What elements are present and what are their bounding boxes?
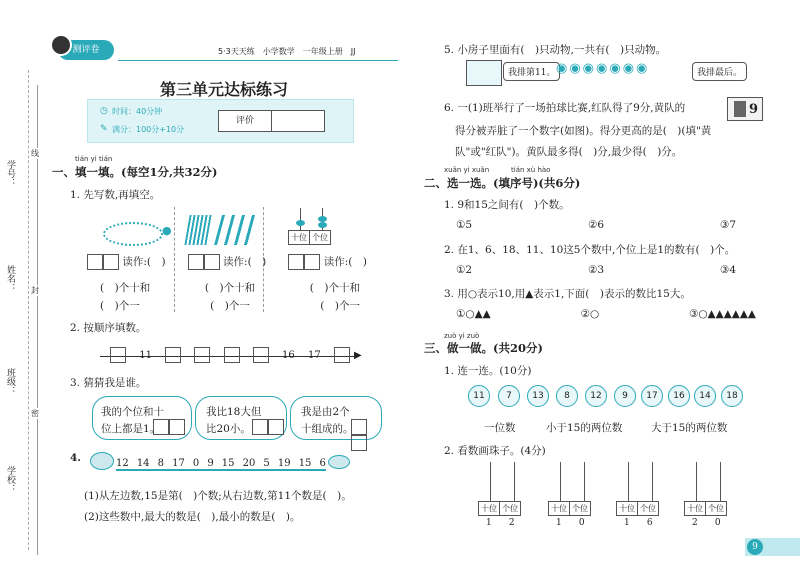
answer-box[interactable] (87, 254, 103, 270)
eval-box (218, 110, 325, 132)
q5-text: 5. 小房子里面有( )只动物,一共有( )只动物。 (444, 44, 667, 56)
answer-boxes (153, 419, 185, 435)
answer-boxes (252, 419, 284, 435)
apple-number[interactable]: 7 (498, 385, 520, 407)
page-number (747, 539, 763, 555)
ones-digit: 2 (508, 518, 515, 528)
q1-row-tens (100, 280, 360, 295)
seq-number: 17 (172, 458, 185, 469)
abacus-rod (300, 208, 301, 230)
q1-row-read (87, 254, 367, 270)
answer-box[interactable] (169, 419, 185, 435)
ones-blank: ( )个一 (210, 300, 250, 312)
tens-header: 十位 (551, 504, 567, 513)
first-bubble (503, 62, 560, 81)
score-label: 满分：100分+10分 (112, 125, 185, 134)
tens-digit: 1 (624, 518, 630, 528)
ones-blank: ( )个一 (100, 300, 140, 312)
s2q3-options (456, 308, 756, 320)
s2q2-text: 2. 在1、6、18、11、10这5个数中,个位上是1的数有( )个。 (444, 244, 736, 256)
answer-box[interactable] (194, 347, 210, 363)
ones-digit: 6 (646, 518, 653, 528)
answer-box[interactable] (110, 347, 126, 363)
tens-digit: 1 (486, 518, 492, 528)
q6-line2: 得分被弄脏了一个数字(如图)。得分更高的是( )(填"黄 (455, 125, 712, 137)
seq-number: 15 (221, 458, 235, 469)
riddle-line: 位上都是1。 (101, 423, 161, 435)
apple-number[interactable]: 12 (585, 385, 607, 407)
time-label: 时间：40分钟 (112, 107, 163, 116)
margin-id-label: 学号： (5, 160, 15, 187)
riddle-cloud (92, 396, 192, 440)
score-card-digit: 9 (748, 101, 758, 117)
first-bubble-text: 我排第11。 (508, 68, 556, 78)
seq-number: 0 (192, 458, 200, 469)
seq-number: 9 (207, 458, 214, 469)
digit-row (556, 518, 585, 528)
answer-box[interactable] (252, 419, 268, 435)
answer-box[interactable] (224, 347, 240, 363)
score-card-image (727, 97, 763, 121)
number-line-arrow: ▶ (354, 350, 362, 361)
margin-school-label: 学校： (5, 466, 15, 493)
answer-box[interactable] (165, 347, 181, 363)
badge-label: 测评卷 (72, 45, 100, 55)
option: ②6 (587, 219, 605, 231)
line-number: 11 (139, 349, 152, 361)
option: ③7 (719, 219, 736, 231)
q4-line1: (1)从左边数,15是第( )个数;从右边数,第11个数是( )。 (84, 490, 352, 502)
seq-number: 5 (263, 458, 270, 469)
q6-line1: 6. 一(1)班举行了一场拍球比赛,红队得了9分,黄队的 (444, 102, 686, 114)
read-label: 读作:( ) (122, 256, 166, 268)
tens-blank: ( )个十和 (100, 282, 151, 294)
answer-box[interactable] (188, 254, 204, 270)
ones-header: 个位 (705, 502, 726, 515)
riddle-line: 比20小。 (206, 423, 251, 435)
apple-number[interactable]: 8 (556, 385, 578, 407)
last-bubble-text: 我排最后。 (697, 68, 743, 78)
tens-digit: 2 (692, 518, 698, 528)
seq-number: 15 (298, 458, 312, 469)
riddle-cloud (195, 396, 287, 440)
category-label[interactable]: 小于15的两位数 (546, 422, 623, 434)
answer-box[interactable] (253, 347, 269, 363)
margin-binding (0, 0, 45, 575)
q1-row-ones (100, 298, 360, 313)
sec2-title: 二、选一选。(填序号)(共6分) (424, 176, 581, 190)
apple-number[interactable]: 9 (614, 385, 636, 407)
beads-ring-image (103, 222, 163, 246)
q6-line3: 队"或"红队")。黄队最多得( )分,最少得( )分。 (455, 146, 683, 158)
riddle-line: 我是由2个 (301, 406, 350, 418)
apple-number[interactable]: 18 (721, 385, 743, 407)
apple-number[interactable]: 16 (668, 385, 690, 407)
category-label[interactable]: 大于15的两位数 (651, 422, 728, 434)
abacus-rod (560, 462, 561, 502)
abacus-rod (720, 462, 721, 502)
answer-boxes (351, 419, 381, 451)
seal-xian: 线 (31, 149, 39, 158)
seal-feng: 封 (31, 286, 39, 295)
mascot-left-icon (90, 452, 114, 470)
s2q1-text: 1. 9和15之间有( )个数。 (444, 199, 570, 211)
answer-box[interactable] (103, 254, 119, 270)
house-icon (466, 60, 502, 86)
apple-number[interactable]: 13 (527, 385, 549, 407)
option: ③○▲▲▲▲▲▲ (688, 308, 756, 320)
digit-row (486, 518, 515, 528)
option: ②○ (580, 308, 600, 320)
ones-header: 个位 (637, 502, 658, 515)
option: ③4 (719, 264, 736, 276)
mascot-right-icon (328, 455, 350, 469)
ones-header: 个位 (569, 502, 590, 515)
smudge (734, 101, 746, 117)
answer-box[interactable] (288, 254, 304, 270)
digit-row (692, 518, 721, 528)
animals-row-icons: ◉◉◉◉◉◉◉ (556, 61, 650, 76)
digit-row (624, 518, 653, 528)
beads-loose-image: ● (162, 224, 172, 237)
tens-header: 十位 (619, 504, 635, 513)
abacus-rod (490, 462, 491, 502)
answer-box[interactable] (304, 254, 320, 270)
sec1-title: 一、填一填。(每空1分,共32分) (52, 165, 218, 179)
sticks-bundle-image (184, 215, 211, 245)
abacus-rod (628, 462, 629, 502)
seal-mi: 密 (31, 409, 39, 418)
header-rule (118, 60, 398, 61)
abacus-rod (584, 462, 585, 502)
tens-header: 十位 (291, 233, 307, 242)
answer-box[interactable] (204, 254, 220, 270)
q4-sequence (116, 458, 326, 471)
riddle-line: 我的个位和十 (101, 406, 164, 418)
clock-icon: ◷ (100, 106, 108, 116)
q3-text: 3. 猜猜我是谁。 (70, 377, 147, 389)
q4-label: 4. (70, 452, 81, 464)
seq-number: 19 (277, 458, 291, 469)
ones-blank: ( )个一 (320, 300, 360, 312)
answer-box[interactable] (268, 419, 284, 435)
answer-box[interactable] (334, 347, 350, 363)
apple-number[interactable]: 11 (468, 385, 490, 407)
seq-number: 14 (136, 458, 150, 469)
margin-class-label: 班级： (5, 368, 15, 395)
sticks-loose-image (214, 215, 262, 245)
number-line-cells (110, 347, 350, 363)
apple-number[interactable]: 14 (694, 385, 716, 407)
abacus-rod (696, 462, 697, 502)
q4-line2: (2)这些数中,最大的数是( ),最小的数是( )。 (84, 511, 301, 523)
q2-text: 2. 按顺序填数。 (70, 322, 147, 334)
line-number: 17 (308, 349, 321, 361)
tens-header: 十位 (687, 504, 703, 513)
q1-text: 1. 先写数,再填空。 (70, 189, 161, 201)
seq-number: 20 (242, 458, 256, 469)
answer-box[interactable] (351, 419, 367, 435)
read-label: 读作:( ) (223, 256, 267, 268)
s2q1-options (456, 219, 736, 231)
s2q3-text: 3. 用○表示10,用▲表示1,下面( )表示的数比15大。 (444, 288, 691, 300)
answer-box[interactable] (351, 435, 367, 451)
page-title: 第三单元达标练习 (160, 80, 289, 99)
place-value-table (684, 501, 727, 516)
abacus-rod (514, 462, 515, 502)
page-number-text: 9 (752, 542, 758, 552)
tens-digit: 1 (556, 518, 562, 528)
eval-label: 评价 (219, 111, 272, 131)
riddle-line: 我比18大但 (206, 406, 262, 418)
abacus-bead (318, 222, 327, 228)
s3q2-text: 2. 看数画珠子。(4分) (444, 445, 546, 457)
sec1-pinyin: tián yi tián (75, 155, 113, 163)
last-bubble (692, 62, 747, 81)
mascot-icon (50, 34, 72, 56)
tens-blank: ( )个十和 (204, 282, 256, 294)
answer-box[interactable] (153, 419, 169, 435)
sec3-title: 三、做一做。(共20分) (424, 341, 543, 355)
sec3-pinyin: zuò yi zuò (444, 332, 480, 340)
margin-name-label: 姓名： (5, 265, 15, 292)
seq-number: 8 (157, 458, 164, 469)
place-value-table (548, 501, 591, 516)
riddle-line: 十组成的。 (301, 423, 354, 435)
place-value-table (478, 501, 521, 516)
s3q1-text: 1. 连一连。(10分) (444, 365, 532, 377)
abacus-bead (296, 220, 305, 226)
ones-digit: 0 (578, 518, 585, 528)
apple-number[interactable]: 17 (641, 385, 663, 407)
sec2-pinyin: tián xù hào (511, 166, 551, 174)
place-value-table (616, 501, 659, 516)
option: ①5 (456, 219, 473, 231)
ones-header: 个位 (309, 231, 330, 244)
option: ②3 (587, 264, 605, 276)
s2q2-options (456, 264, 736, 276)
sec2-pinyin: xuǎn yi xuǎn (444, 166, 490, 174)
series-header: 5·3天天练 小学数学 一年级上册 JJ (218, 47, 356, 56)
seq-number: 12 (116, 458, 129, 469)
seq-number: 6 (319, 458, 326, 469)
read-label: 读作:( ) (323, 256, 367, 268)
ones-digit: 0 (714, 518, 721, 528)
option: ①2 (456, 264, 473, 276)
option: ①○▲▲ (456, 308, 491, 320)
category-label[interactable]: 一位数 (484, 422, 516, 434)
ones-header: 个位 (499, 502, 520, 515)
tens-blank: ( )个十和 (309, 282, 360, 294)
abacus-rod (652, 462, 653, 502)
eval-field[interactable] (272, 111, 324, 131)
place-value-table (288, 230, 331, 245)
info-box (87, 99, 354, 143)
tens-header: 十位 (481, 504, 497, 513)
line-number: 16 (282, 349, 295, 361)
riddle-cloud (290, 396, 382, 440)
score-icon: ✎ (100, 124, 108, 134)
